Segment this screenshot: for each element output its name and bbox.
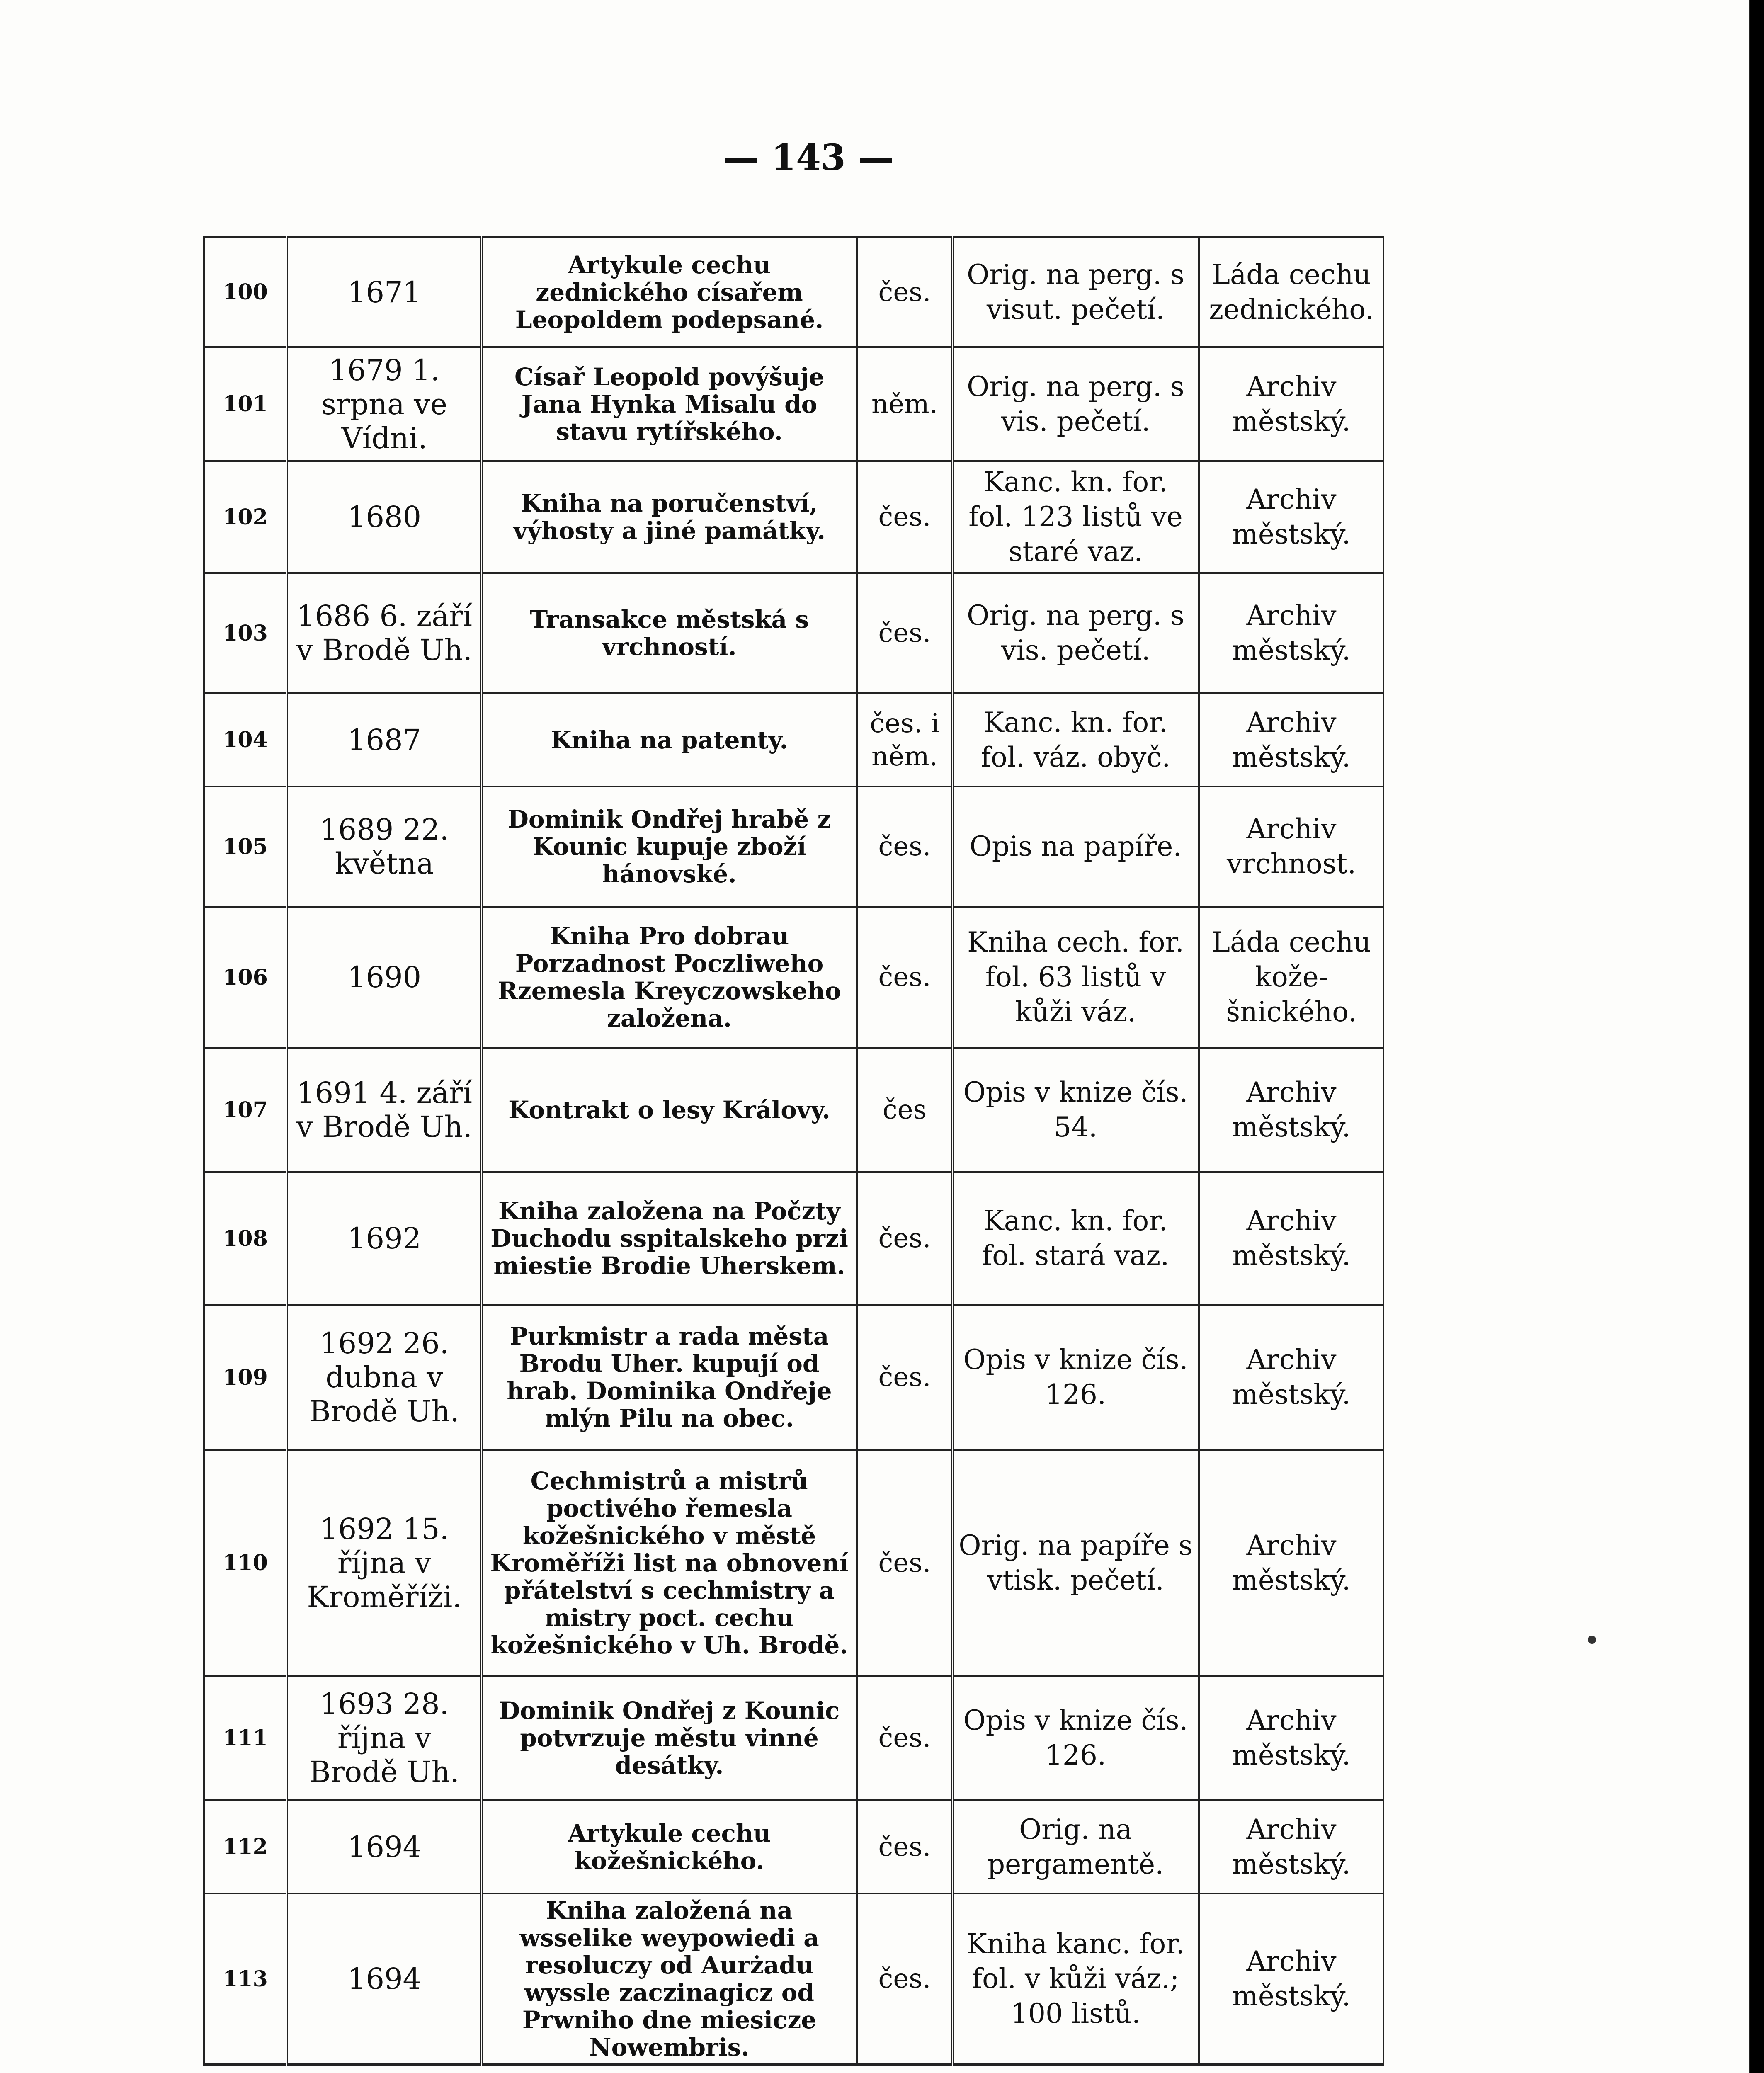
entry-title: Císař Leopold povýšuje Jana Hynka Misalu do stavu rytířského.	[482, 347, 857, 461]
table-row	[204, 786, 1383, 907]
entry-title: Kniha na poručenství, výhosty a jiné památky.	[482, 461, 857, 573]
entry-number: 105	[204, 786, 287, 907]
entry-date: 1691 4. září v Brodě Uh.	[287, 1048, 482, 1172]
entry-form: Orig. na perg. s vis. pečetí.	[952, 347, 1199, 461]
entry-language: čes.	[857, 1893, 952, 2065]
entry-language: čes.	[857, 786, 952, 907]
entry-language: čes	[857, 1048, 952, 1172]
entry-date: 1687	[287, 693, 482, 786]
entry-form: Opis v knize čís. 126.	[952, 1305, 1199, 1450]
entry-form: Opis v knize čís. 126.	[952, 1676, 1199, 1800]
table-row	[204, 1893, 1383, 2065]
entry-number: 103	[204, 573, 287, 693]
entry-title: Kniha na patenty.	[482, 693, 857, 786]
entry-number: 106	[204, 907, 287, 1048]
entry-location: Archiv městský.	[1199, 1450, 1383, 1676]
table-row	[204, 573, 1383, 693]
entry-form: Opis v knize čís. 54.	[952, 1048, 1199, 1172]
entry-location: Archiv vrchnost.	[1199, 786, 1383, 907]
table-row	[204, 1676, 1383, 1800]
entry-title: Transakce městská s vrchností.	[482, 573, 857, 693]
entry-language: čes. i něm.	[857, 693, 952, 786]
entry-language: čes.	[857, 1305, 952, 1450]
entry-title: Kontrakt o lesy Královy.	[482, 1048, 857, 1172]
entry-title: Artykule cechu kožešnického.	[482, 1800, 857, 1893]
entry-form: Orig. na pergamentě.	[952, 1800, 1199, 1893]
entry-form: Kanc. kn. for. fol. stará vaz.	[952, 1172, 1199, 1305]
entry-number: 100	[204, 237, 287, 347]
entry-date: 1690	[287, 907, 482, 1048]
entry-location: Archiv městský.	[1199, 1305, 1383, 1450]
entry-language: čes.	[857, 573, 952, 693]
entry-location: Archiv městský.	[1199, 1048, 1383, 1172]
entry-form: Kniha kanc. for. fol. v kůži váz.; 100 listů.	[952, 1893, 1199, 2065]
entry-location: Archiv městský.	[1199, 573, 1383, 693]
entry-number: 112	[204, 1800, 287, 1893]
entry-language: čes.	[857, 237, 952, 347]
entry-date: 1692 15. října v Kroměříži.	[287, 1450, 482, 1676]
entry-location: Láda cechu zednického.	[1199, 237, 1383, 347]
table-row	[204, 907, 1383, 1048]
entry-form: Orig. na perg. s vis. pečetí.	[952, 573, 1199, 693]
entry-language: čes.	[857, 1450, 952, 1676]
entry-number: 101	[204, 347, 287, 461]
entry-title: Dominik Ondřej z Kounic potvrzuje městu vinné desátky.	[482, 1676, 857, 1800]
entry-location: Archiv městský.	[1199, 347, 1383, 461]
entry-title: Cechmistrů a mistrů poctivého řemesla kožešnického v městě Kroměříži list na obnovení přátelství s cechmistry a mistry poct. cechu kožešnického v Uh. Brodě.	[482, 1450, 857, 1676]
entry-number: 104	[204, 693, 287, 786]
entry-number: 110	[204, 1450, 287, 1676]
entry-form: Opis na papíře.	[952, 786, 1199, 907]
entry-form: Orig. na papíře s vtisk. pečetí.	[952, 1450, 1199, 1676]
entry-date: 1680	[287, 461, 482, 573]
table-row	[204, 1450, 1383, 1676]
entry-title: Kniha založená na wsselike weypowiedi a resoluczy od Aurżadu wyssle zaczinagicz od Prwniho dne miesicze Nowembris.	[482, 1893, 857, 2065]
entry-date: 1689 22. května	[287, 786, 482, 907]
entry-language: čes.	[857, 1800, 952, 1893]
entry-date: 1686 6. září v Brodě Uh.	[287, 573, 482, 693]
entry-form: Kniha cech. for. fol. 63 listů v kůži váz.	[952, 907, 1199, 1048]
entry-title: Purkmistr a rada města Brodu Uher. kupují od hrab. Dominika Ondřeje mlýn Pilu na obec.	[482, 1305, 857, 1450]
entry-date: 1693 28. října v Brodě Uh.	[287, 1676, 482, 1800]
table-row	[204, 237, 1383, 347]
scan-speck	[1588, 1636, 1596, 1644]
register-table	[203, 236, 1384, 2066]
entry-date: 1692	[287, 1172, 482, 1305]
entry-location: Archiv městský.	[1199, 693, 1383, 786]
entry-number: 102	[204, 461, 287, 573]
table-row	[204, 1800, 1383, 1893]
entry-form: Orig. na perg. s visut. pečetí.	[952, 237, 1199, 347]
entry-location: Archiv městský.	[1199, 461, 1383, 573]
entry-form: Kanc. kn. for. fol. váz. obyč.	[952, 693, 1199, 786]
entry-location: Archiv městský.	[1199, 1893, 1383, 2065]
entry-language: čes.	[857, 907, 952, 1048]
entry-language: něm.	[857, 347, 952, 461]
entry-date: 1671	[287, 237, 482, 347]
entry-location: Láda cechu kože-šnického.	[1199, 907, 1383, 1048]
table-row	[204, 1172, 1383, 1305]
entry-language: čes.	[857, 1172, 952, 1305]
entry-language: čes.	[857, 461, 952, 573]
entry-title: Kniha založena na Počzty Duchodu sspitalskeho przi miestie Brodie Uherskem.	[482, 1172, 857, 1305]
table-row	[204, 693, 1383, 786]
entry-number: 111	[204, 1676, 287, 1800]
table-row	[204, 1305, 1383, 1450]
table-row	[204, 461, 1383, 573]
entry-language: čes.	[857, 1676, 952, 1800]
entry-number: 107	[204, 1048, 287, 1172]
entry-title: Dominik Ondřej hrabě z Kounic kupuje zboží hánovské.	[482, 786, 857, 907]
entry-number: 113	[204, 1893, 287, 2065]
entry-date: 1679 1. srpna ve Vídni.	[287, 347, 482, 461]
entry-title: Artykule cechu zednického císařem Leopoldem podepsané.	[482, 237, 857, 347]
entry-location: Archiv městský.	[1199, 1676, 1383, 1800]
entry-form: Kanc. kn. for. fol. 123 listů ve staré vaz.	[952, 461, 1199, 573]
table-row	[204, 347, 1383, 461]
entry-location: Archiv městský.	[1199, 1172, 1383, 1305]
entry-date: 1694	[287, 1893, 482, 2065]
entry-number: 108	[204, 1172, 287, 1305]
entry-date: 1692 26. dubna v Brodě Uh.	[287, 1305, 482, 1450]
entry-number: 109	[204, 1305, 287, 1450]
page-number: — 143 —	[723, 137, 894, 179]
entry-date: 1694	[287, 1800, 482, 1893]
entry-title: Kniha Pro dobrau Porzadnost Poczliweho Rzemesla Kreyczowskeho založena.	[482, 907, 857, 1048]
register-rows	[204, 237, 1383, 2065]
entry-location: Archiv městský.	[1199, 1800, 1383, 1893]
table-row	[204, 1048, 1383, 1172]
